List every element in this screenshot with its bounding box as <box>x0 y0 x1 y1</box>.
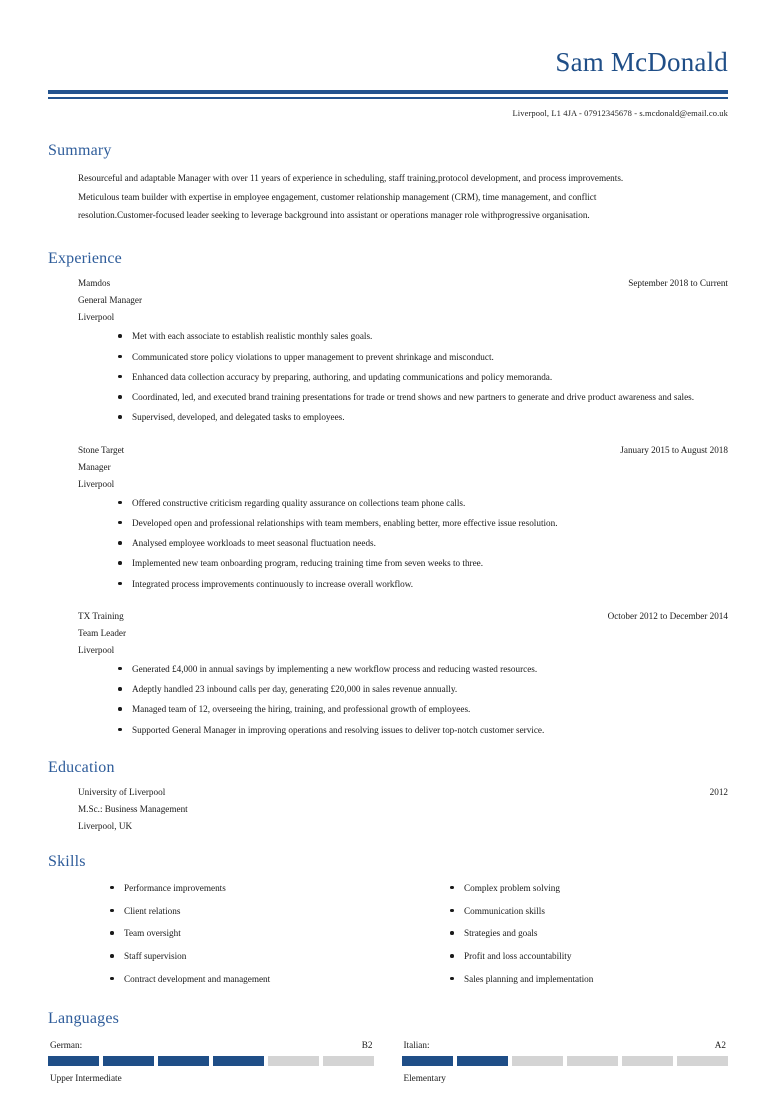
list-item: Profit and loss accountability <box>450 950 728 964</box>
summary-line-2: Meticulous team builder with expertise in employee engagement, customer relationship management (CRM), time management, and conflict <box>78 191 597 202</box>
skills-list <box>48 882 388 987</box>
summary-body <box>78 169 728 226</box>
education-section <box>0 759 780 831</box>
skills-list <box>388 882 728 987</box>
summary-heading: Summary <box>48 141 112 159</box>
proficiency-segment-empty <box>622 1056 673 1066</box>
skills-heading: Skills <box>48 852 86 870</box>
education-entry-header <box>78 787 728 797</box>
job-title: General Manager <box>78 295 143 306</box>
proficiency-segment-empty <box>567 1056 618 1066</box>
responsibility-list <box>78 662 728 737</box>
contact-line: Liverpool, L1 4JA - 07912345678 - s.mcdonald@email.co.uk <box>512 107 728 118</box>
list-item: Coordinated, led, and executed brand training presentations for trade or trend shows and new partners to generate and drive product awareness and sales. <box>118 390 728 404</box>
summary-line-1: Resourceful and adaptable Manager with over 11 years of experience in scheduling, staff training,protocol development, and process improvements. <box>78 172 624 183</box>
job-title: Team Leader <box>78 627 127 638</box>
proficiency-segment-filled <box>103 1056 154 1066</box>
proficiency-segment-filled <box>457 1056 508 1066</box>
job-location: Liverpool <box>78 478 115 489</box>
employment-dates: October 2012 to December 2014 <box>607 610 728 621</box>
proficiency-segment-filled <box>402 1056 453 1066</box>
responsibility-list <box>78 496 728 591</box>
skills-section <box>0 853 780 987</box>
list-item: Met with each associate to establish realistic monthly sales goals. <box>118 329 728 343</box>
resume-header <box>0 0 780 118</box>
proficiency-segment-empty <box>677 1056 728 1066</box>
proficiency-segment-empty <box>512 1056 563 1066</box>
list-item: Generated £4,000 in annual savings by implementing a new workflow process and reducing wasted resources. <box>118 662 728 676</box>
experience-entry-header <box>78 278 728 288</box>
job-location: Liverpool <box>78 312 115 323</box>
language-level-label: Upper Intermediate <box>50 1072 122 1083</box>
employer-name: Mamdos <box>78 278 111 289</box>
list-item: Offered constructive criticism regarding quality assurance on collections team phone calls. <box>118 496 728 510</box>
proficiency-segment-filled <box>158 1056 209 1066</box>
employment-dates: September 2018 to Current <box>628 278 728 289</box>
institution-name: University of Liverpool <box>78 786 166 797</box>
list-item: Team oversight <box>110 927 388 941</box>
list-item: Supported General Manager in improving operations and resolving issues to deliver top-notch customer service. <box>118 723 728 737</box>
degree-name: M.Sc.: Business Management <box>78 803 188 814</box>
language-header <box>402 1040 729 1050</box>
language-entry-italian <box>402 1040 729 1083</box>
experience-section <box>0 250 780 737</box>
summary-section <box>0 142 780 226</box>
responsibility-list <box>78 329 728 424</box>
employer-name: Stone Target <box>78 444 125 455</box>
header-divider <box>48 90 728 99</box>
language-level-label: Elementary <box>403 1072 446 1083</box>
candidate-name: Sam McDonald <box>555 47 728 77</box>
list-item: Analysed employee workloads to meet seasonal fluctuation needs. <box>118 536 728 550</box>
education-entry <box>78 787 728 831</box>
proficiency-segment-filled <box>213 1056 264 1066</box>
language-name: Italian: <box>403 1039 430 1050</box>
list-item: Supervised, developed, and delegated tasks to employees. <box>118 410 728 424</box>
skills-column-left <box>48 882 388 987</box>
languages-columns <box>48 1040 728 1083</box>
list-item: Contract development and management <box>110 973 388 987</box>
employment-dates: January 2015 to August 2018 <box>620 444 728 455</box>
list-item: Managed team of 12, overseeing the hiring, training, and professional growth of employees. <box>118 702 728 716</box>
list-item: Implemented new team onboarding program, reducing training time from seven weeks to three. <box>118 556 728 570</box>
skills-column-right <box>388 882 728 987</box>
graduation-year: 2012 <box>709 786 728 797</box>
list-item: Integrated process improvements continuously to increase overall workflow. <box>118 577 728 591</box>
proficiency-segment-empty <box>323 1056 374 1066</box>
experience-entry <box>78 611 728 737</box>
job-title: Manager <box>78 461 111 472</box>
language-cefr-level: A2 <box>714 1039 726 1050</box>
education-heading: Education <box>48 758 115 776</box>
list-item: Performance improvements <box>110 882 388 896</box>
list-item: Communicated store policy violations to upper management to prevent shrinkage and misconduct. <box>118 350 728 364</box>
list-item: Client relations <box>110 905 388 919</box>
summary-line-3: resolution.Customer-focused leader seeking to leverage background into assistant or operations manager role withprogressive organisation. <box>78 210 590 221</box>
list-item: Complex problem solving <box>450 882 728 896</box>
header-rule-thin <box>48 97 728 99</box>
experience-entry-header <box>78 445 728 455</box>
proficiency-bar <box>48 1056 375 1066</box>
list-item: Staff supervision <box>110 950 388 964</box>
employer-name: TX Training <box>78 610 124 621</box>
skills-columns <box>48 882 728 987</box>
list-item: Communication skills <box>450 905 728 919</box>
list-item: Adeptly handled 23 inbound calls per day, generating £20,000 in sales revenue annually. <box>118 682 728 696</box>
list-item: Sales planning and implementation <box>450 973 728 987</box>
list-item: Strategies and goals <box>450 927 728 941</box>
languages-heading: Languages <box>48 1009 120 1027</box>
list-item: Developed open and professional relationships with team members, enabling better, more effective issue resolution. <box>118 516 728 530</box>
experience-heading: Experience <box>48 250 122 268</box>
job-location: Liverpool <box>78 644 115 655</box>
experience-entry <box>78 445 728 591</box>
proficiency-segment-empty <box>268 1056 319 1066</box>
proficiency-segment-filled <box>48 1056 99 1066</box>
language-header <box>48 1040 375 1050</box>
language-entry-german <box>48 1040 375 1083</box>
institution-location: Liverpool, UK <box>78 820 133 831</box>
language-name: German: <box>50 1039 83 1050</box>
experience-entry <box>78 278 728 424</box>
list-item: Enhanced data collection accuracy by preparing, authoring, and updating communications and policy memoranda. <box>118 370 728 384</box>
languages-section <box>0 1010 780 1083</box>
experience-entry-header <box>78 611 728 621</box>
proficiency-bar <box>402 1056 729 1066</box>
language-cefr-level: B2 <box>361 1039 373 1050</box>
